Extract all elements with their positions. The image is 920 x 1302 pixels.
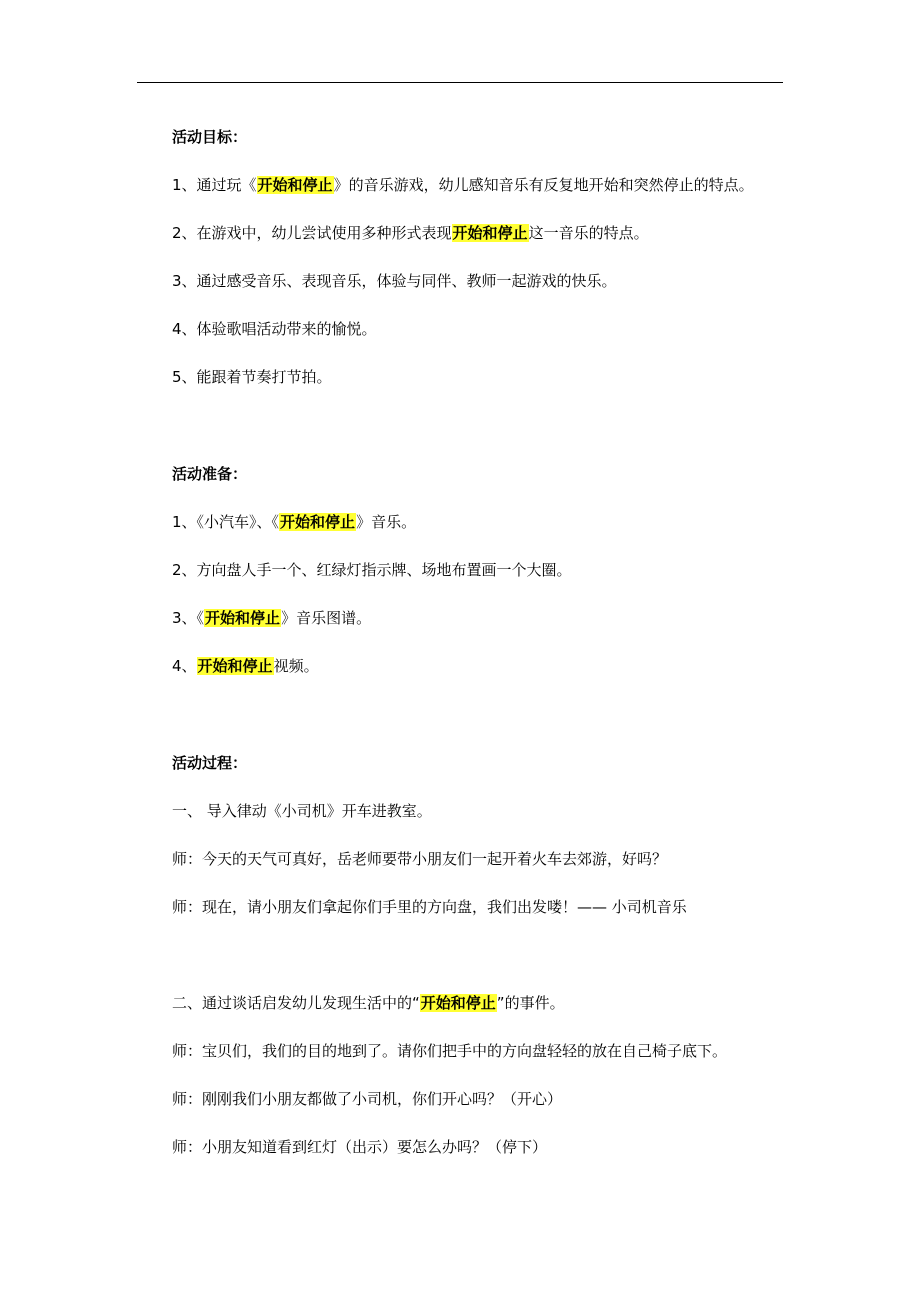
paragraph-line <box>172 559 572 581</box>
text-segment: 3、通过感受音乐、表现音乐，体验与同伴、教师一起游戏的快乐。 <box>172 272 617 290</box>
text-segment: 师：刚刚我们小朋友都做了小司机，你们开心吗？（开心） <box>172 1090 563 1108</box>
text-segment: 这一音乐的特点。 <box>528 224 649 242</box>
paragraph-line <box>172 896 687 918</box>
section-heading: 活动准备： <box>172 465 248 483</box>
paragraph-line <box>172 992 565 1014</box>
text-segment: 二、通过谈话启发幼儿发现生活中的“ <box>172 994 420 1012</box>
text-segment: 师：宝贝们，我们的目的地到了。请你们把手中的方向盘轻轻的放在自己椅子底下。 <box>172 1042 728 1060</box>
text-segment: 一、 导入律动《小司机》开车进教室。 <box>172 802 432 820</box>
paragraph-line <box>172 607 371 629</box>
text-segment: 2、方向盘人手一个、红绿灯指示牌、场地布置画一个大圈。 <box>172 561 572 579</box>
paragraph-line <box>172 848 667 870</box>
text-segment: 1、《小汽车》、《 <box>172 513 280 531</box>
text-segment: ”的事件。 <box>496 994 565 1012</box>
paragraph-line <box>172 800 432 822</box>
paragraph-line <box>172 1136 547 1158</box>
paragraph-line <box>172 1040 727 1062</box>
text-segment: 1、通过玩《 <box>172 176 257 194</box>
highlighted-term: 开始和停止 <box>420 994 496 1012</box>
paragraph-line <box>172 511 416 533</box>
highlighted-term: 开始和停止 <box>197 657 273 675</box>
text-segment: 》音乐图谱。 <box>281 609 372 627</box>
text-segment: 4、体验歌唱活动带来的愉悦。 <box>172 320 377 338</box>
paragraph-line <box>172 366 332 388</box>
section-heading: 活动目标： <box>172 128 248 146</box>
text-segment: 2、在游戏中，幼儿尝试使用多种形式表现 <box>172 224 452 242</box>
highlighted-term: 开始和停止 <box>257 176 333 194</box>
text-segment: 5、能跟着节奏打节拍。 <box>172 368 332 386</box>
text-segment: 3、《 <box>172 609 205 627</box>
text-segment: 视频。 <box>273 657 319 675</box>
paragraph-line <box>172 222 649 244</box>
highlighted-term: 开始和停止 <box>280 513 356 531</box>
header-rule <box>137 82 783 83</box>
paragraph-line <box>172 1088 562 1110</box>
text-segment: 师：小朋友知道看到红灯（出示）要怎么办吗？（停下） <box>172 1138 548 1156</box>
paragraph-line <box>172 174 754 196</box>
paragraph-line <box>172 655 319 677</box>
text-segment: 》的音乐游戏，幼儿感知音乐有反复地开始和突然停止的特点。 <box>333 176 754 194</box>
highlighted-term: 开始和停止 <box>452 224 528 242</box>
text-segment: 》音乐。 <box>356 513 417 531</box>
text-segment: 师：今天的天气可真好，岳老师要带小朋友们一起开着火车去郊游，好吗？ <box>172 850 668 868</box>
text-segment: 4、 <box>172 657 197 675</box>
text-segment: 师：现在，请小朋友们拿起你们手里的方向盘，我们出发喽！—— 小司机音乐 <box>172 898 687 916</box>
paragraph-line <box>172 270 617 292</box>
paragraph-line <box>172 318 377 340</box>
section-heading: 活动过程： <box>172 754 248 772</box>
highlighted-term: 开始和停止 <box>205 609 281 627</box>
